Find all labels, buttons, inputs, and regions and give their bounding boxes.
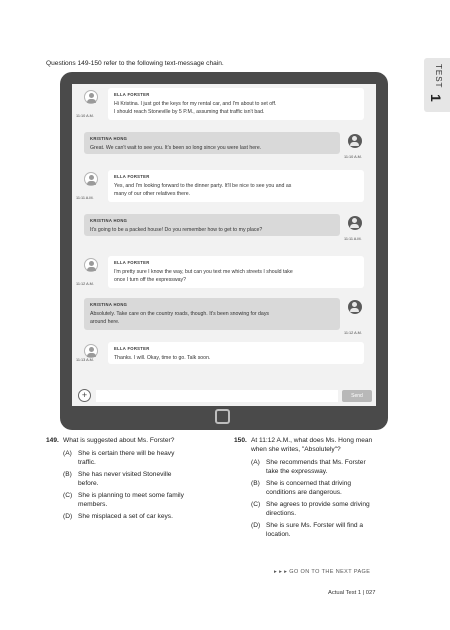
message-time: 11:12 A.M. — [344, 331, 362, 335]
option-text-line: She is planning to meet some family — [78, 492, 184, 499]
message-text-line: Great. We can't wait to see you. It's been so long since you were last here. — [90, 145, 262, 151]
message-time: 11:13 A.M. — [76, 358, 94, 362]
option-letter: (C) — [251, 501, 261, 508]
message-text-line: around here. — [90, 319, 120, 325]
intro-text: Questions 149-150 refer to the following text-message chain. — [46, 60, 224, 67]
message-sender: KRISTINA HONG — [90, 136, 128, 141]
option-text — [266, 458, 366, 476]
option-text-line: She misplaced a set of car keys. — [78, 513, 173, 520]
message-text-line: many of our other relatives there. — [114, 191, 191, 197]
message-sender: ELLA FORSTER — [114, 260, 150, 265]
avatar-body — [87, 99, 96, 103]
question-number: 149. — [46, 437, 59, 444]
message-text-line: Hi Kristina. I just got the keys for my rental car, and I'm about to set off. — [114, 101, 277, 107]
message-sender: KRISTINA HONG — [90, 218, 128, 223]
chat-message — [84, 298, 340, 330]
option-text — [78, 470, 171, 488]
option-text — [78, 449, 174, 467]
message-time: 11:11 A.M. — [76, 196, 94, 200]
question-stem-line: At 11:12 A.M., what does Ms. Hong mean — [251, 437, 373, 444]
option-letter: (D) — [63, 513, 73, 520]
avatar-body — [350, 308, 359, 312]
tablet-home-button[interactable] — [215, 409, 230, 424]
option-letter: (A) — [251, 459, 260, 466]
add-attachment-button[interactable]: + — [78, 389, 91, 402]
avatar-forster-icon — [84, 258, 98, 272]
option-text — [266, 521, 363, 539]
message-text-line: Absolutely. Take care on the country roads, though. It's been snowing for days — [90, 311, 270, 317]
option-letter: (B) — [63, 471, 72, 478]
message-input[interactable] — [96, 390, 338, 402]
option-letter: (B) — [251, 480, 260, 487]
avatar-hong-icon — [348, 300, 362, 314]
avatar-body — [350, 142, 359, 146]
chat-message — [108, 256, 364, 288]
avatar-forster-icon — [84, 172, 98, 186]
avatar-hong-icon — [348, 134, 362, 148]
option-text-line: She has never visited Stoneville — [78, 471, 172, 478]
option-text-line: She agrees to provide some driving — [266, 501, 370, 508]
option-text-line: members. — [78, 501, 108, 508]
message-time: 11:10 A.M. — [344, 155, 362, 159]
option-text-line: She is sure Ms. Forster will find a — [266, 522, 364, 529]
test-tab-number: 1 — [428, 94, 444, 102]
option-letter: (D) — [251, 522, 261, 529]
message-sender: ELLA FORSTER — [114, 174, 150, 179]
avatar-head — [89, 347, 94, 352]
option-text-line: traffic. — [78, 459, 96, 466]
message-text-line: It's going to be a packed house! Do you remember how to get to my place? — [90, 227, 263, 233]
option-text-line: conditions are dangerous. — [266, 489, 342, 496]
option-letter: (A) — [63, 450, 72, 457]
go-on-notice: ▸ ▸ ▸ GO ON TO THE NEXT PAGE — [274, 569, 371, 575]
message-text-line: I should reach Stoneville by 5 P.M., assuming that traffic isn't bad. — [114, 109, 265, 115]
message-text-line: Yes, and I'm looking forward to the dinner party. It'll be nice to see you and as — [114, 183, 292, 189]
chat-screen — [72, 84, 376, 406]
avatar-head — [352, 136, 357, 141]
avatar-body — [87, 267, 96, 271]
avatar-head — [89, 93, 94, 98]
message-time: 11:12 A.M. — [76, 282, 94, 286]
option-text — [78, 512, 173, 521]
avatar-body — [87, 181, 96, 185]
page-footer: Actual Test 1 | 027 — [328, 590, 376, 596]
option-text — [266, 479, 351, 497]
question-stem — [63, 436, 253, 445]
avatar-forster-icon — [84, 90, 98, 104]
test-side-tab — [424, 58, 450, 112]
question-stem-line: when she writes, "Absolutely"? — [251, 446, 341, 453]
avatar-body — [350, 224, 359, 228]
avatar-head — [89, 261, 94, 266]
question-number: 150. — [234, 437, 247, 444]
chat-message — [108, 88, 364, 120]
message-text-line: Thanks. I will. Okay, time to go. Talk soon. — [114, 355, 211, 361]
avatar-body — [87, 353, 96, 357]
message-time: 11:10 A.M. — [76, 114, 94, 118]
avatar-hong-icon — [348, 216, 362, 230]
option-text-line: location. — [266, 531, 291, 538]
avatar-forster-icon — [84, 344, 98, 358]
avatar-head — [352, 218, 357, 223]
message-sender: KRISTINA HONG — [90, 302, 128, 307]
tablet-frame — [60, 72, 388, 430]
option-letter: (C) — [63, 492, 73, 499]
avatar-head — [352, 302, 357, 307]
message-sender: ELLA FORSTER — [114, 92, 150, 97]
chat-message — [84, 214, 340, 236]
message-text-line: I'm pretty sure I know the way, but can you text me which streets I should take — [114, 269, 293, 275]
chat-input-row — [78, 389, 372, 403]
avatar-head — [89, 175, 94, 180]
chat-message — [108, 170, 364, 202]
message-text-line: once I turn off the expressway? — [114, 277, 186, 283]
option-text — [78, 491, 184, 509]
option-text-line: She is certain there will be heavy — [78, 450, 175, 457]
option-text-line: She recommends that Ms. Forster — [266, 459, 366, 466]
message-sender: ELLA FORSTER — [114, 346, 150, 351]
chat-message — [84, 132, 340, 154]
test-tab-label: TEST — [434, 64, 443, 89]
question-stem — [251, 436, 441, 454]
option-text-line: before. — [78, 480, 99, 487]
option-text-line: take the expressway. — [266, 468, 328, 475]
option-text-line: She is concerned that driving — [266, 480, 352, 487]
chat-message — [108, 342, 364, 364]
send-button[interactable]: Send — [342, 390, 372, 402]
option-text-line: directions. — [266, 510, 297, 517]
question-stem-line: What is suggested about Ms. Forster? — [63, 437, 175, 444]
message-time: 11:11 A.M. — [344, 237, 362, 241]
option-text — [266, 500, 370, 518]
